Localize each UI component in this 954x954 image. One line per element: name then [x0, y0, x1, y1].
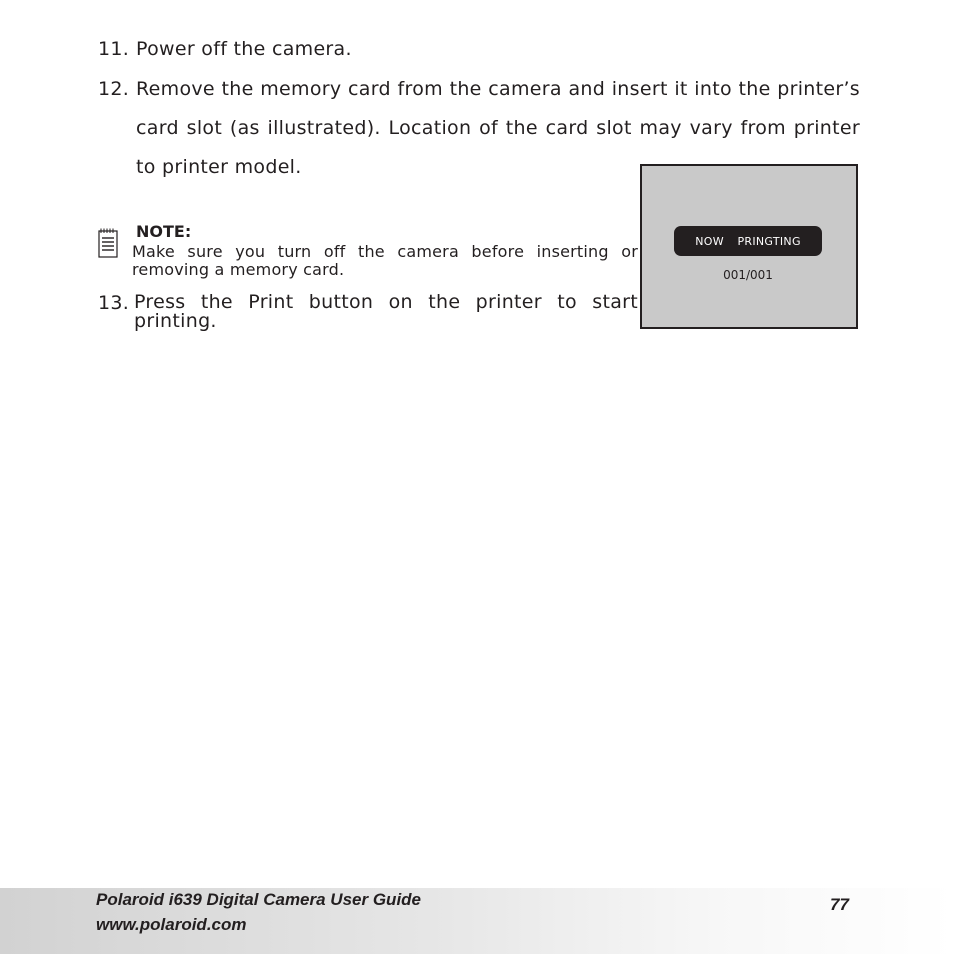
page-footer [0, 888, 954, 954]
step-11 [98, 38, 862, 66]
footer-url: www.polaroid.com [96, 915, 247, 934]
step-number: 13. [98, 292, 130, 314]
lcd-status-label [674, 226, 822, 256]
lcd-print-count: 001/001 [723, 268, 773, 282]
lcd-status-text: NOW PRINGTING [695, 234, 801, 248]
footer-title: Polaroid i639 Digital Camera User Guide [96, 890, 422, 909]
note-title: NOTE: [136, 222, 192, 241]
step-text: Power off the camera. [136, 38, 352, 60]
step-text: Remove the memory card from the camera and insert it into the printer’s card slot (as illustrated). Location of the card slot may vary from printer to printer model. [136, 78, 860, 178]
page-number: 77 [830, 895, 849, 914]
note-body: Make sure you turn off the camera before inserting or removing a memory card. [132, 242, 638, 279]
step-13 [98, 292, 638, 338]
step-number: 11. [98, 38, 130, 60]
printer-lcd-screen [640, 164, 858, 329]
step-text: Press the Print button on the printer to start printing. [134, 291, 638, 332]
note-box [98, 222, 640, 282]
step-number: 12. [98, 78, 130, 100]
notepad-icon [98, 228, 118, 258]
